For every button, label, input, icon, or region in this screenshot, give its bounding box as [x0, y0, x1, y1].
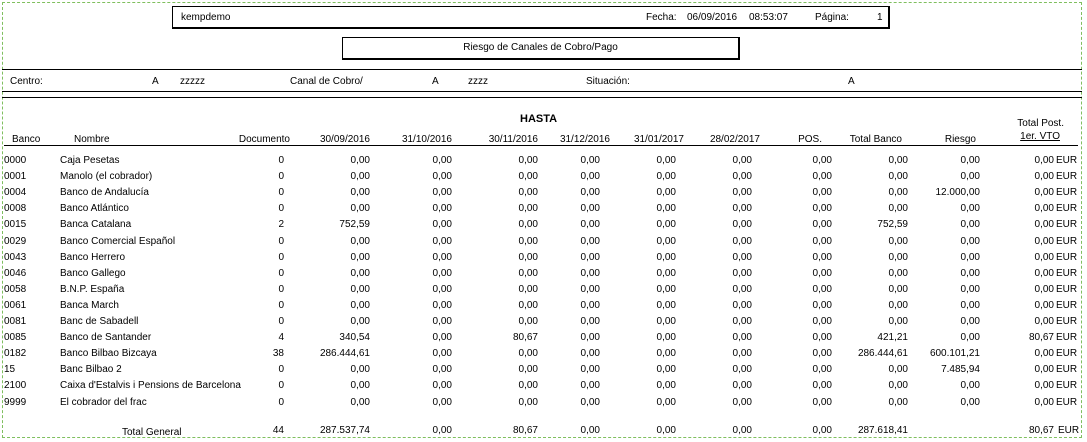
- cell-d6: 0,00: [732, 380, 752, 392]
- cell-d4: 0,00: [580, 267, 600, 279]
- cell-d3: 0,00: [518, 283, 538, 295]
- cell-doc: 0: [278, 187, 284, 199]
- cell-d1: 0,00: [350, 203, 370, 215]
- cell-d1: 0,00: [350, 171, 370, 183]
- cell-nombre: El cobrador del frac: [60, 396, 147, 408]
- cell-total: 0,00: [888, 283, 908, 295]
- cell-d5: 0,00: [656, 396, 676, 408]
- cell-post: 80,67: [1028, 332, 1054, 344]
- cell-pos: 0,00: [812, 396, 832, 408]
- cell-cur: EUR: [1056, 155, 1078, 166]
- cell-banco: 0029: [4, 235, 27, 247]
- cell-cur: EUR: [1056, 203, 1078, 215]
- cell-banco: 0081: [4, 316, 27, 327]
- col-nombre: Nombre: [74, 134, 110, 145]
- fecha-value: 06/09/2016: [687, 12, 738, 23]
- cell-doc: 0: [278, 203, 284, 215]
- cell-banco: 0008: [4, 203, 27, 215]
- cell-d2: 0,00: [432, 364, 452, 376]
- cell-nombre: Banca Catalana: [60, 219, 132, 231]
- cell-total: 0,00: [888, 187, 908, 199]
- cell-nombre: Caja Pesetas: [60, 155, 120, 166]
- cell-d2: 0,00: [432, 171, 452, 183]
- cell-riesgo: 0,00: [960, 283, 980, 295]
- cell-doc: 0: [278, 299, 284, 311]
- cell-pos: 0,00: [812, 348, 832, 360]
- cell-d4: 0,00: [580, 332, 600, 344]
- cell-d1: 286.444,61: [319, 348, 370, 360]
- cell-d6: 0,00: [732, 219, 752, 231]
- cell-riesgo: 0,00: [960, 316, 980, 327]
- cell-total: 752,59: [877, 219, 908, 231]
- cell-d1: 0,00: [350, 283, 370, 295]
- cell-d1: 752,59: [339, 219, 370, 231]
- cell-d6: 0,00: [732, 171, 752, 183]
- cell-d3: 0,00: [518, 299, 538, 311]
- centro-label: Centro:: [10, 76, 43, 87]
- cell-nombre: Caixa d'Estalvis i Pensions de Barcelona: [60, 380, 241, 392]
- cell-d5: 0,00: [656, 235, 676, 247]
- cell-d3: 0,00: [518, 171, 538, 183]
- cell-post: 0,00: [1034, 155, 1054, 166]
- cell-nombre: Banco Bilbao Bizcaya: [60, 348, 157, 360]
- cell-post: 0,00: [1034, 348, 1054, 360]
- col-riesgo: Riesgo: [944, 134, 976, 145]
- cell-d2: 0,00: [432, 203, 452, 215]
- cell-nombre: B.N.P. España: [60, 283, 125, 295]
- canal-to: zzzz: [468, 76, 488, 87]
- col-date-4: 31/12/2016: [559, 134, 610, 145]
- cell-d4: 0,00: [580, 219, 600, 231]
- cell-d5: 0,00: [656, 203, 676, 215]
- totals-pos: 0,00: [812, 425, 832, 436]
- cell-post: 0,00: [1034, 283, 1054, 295]
- cell-d6: 0,00: [732, 396, 752, 408]
- cell-nombre: Banco de Santander: [60, 332, 152, 344]
- cell-d1: 0,00: [350, 316, 370, 327]
- cell-pos: 0,00: [812, 251, 832, 263]
- cell-d6: 0,00: [732, 332, 752, 344]
- cell-d4: 0,00: [580, 396, 600, 408]
- cell-pos: 0,00: [812, 235, 832, 247]
- cell-total: 0,00: [888, 203, 908, 215]
- cell-post: 0,00: [1034, 396, 1054, 408]
- report-title: Riesgo de Canales de Cobro/Pago: [342, 37, 740, 60]
- cell-doc: 0: [278, 380, 284, 392]
- cell-cur: EUR: [1056, 283, 1078, 295]
- cell-d2: 0,00: [432, 251, 452, 263]
- cell-d6: 0,00: [732, 283, 752, 295]
- cell-total: 0,00: [888, 316, 908, 327]
- cell-total: 0,00: [888, 299, 908, 311]
- hora-value: 08:53:07: [749, 12, 788, 23]
- cell-cur: EUR: [1056, 235, 1078, 247]
- cell-d3: 0,00: [518, 219, 538, 231]
- cell-d3: 0,00: [518, 364, 538, 376]
- cell-banco: 0004: [4, 187, 27, 199]
- col-date-1: 30/09/2016: [319, 134, 370, 145]
- col-banco: Banco: [12, 134, 41, 145]
- cell-d5: 0,00: [656, 332, 676, 344]
- cell-cur: EUR: [1056, 251, 1078, 263]
- cell-banco: 0015: [4, 219, 27, 231]
- cell-total: 0,00: [888, 380, 908, 392]
- cell-doc: 4: [278, 332, 284, 344]
- cell-d1: 0,00: [350, 364, 370, 376]
- cell-riesgo: 0,00: [960, 380, 980, 392]
- cell-pos: 0,00: [812, 187, 832, 199]
- cell-total: 0,00: [888, 155, 908, 166]
- cell-pos: 0,00: [812, 267, 832, 279]
- cell-d4: 0,00: [580, 348, 600, 360]
- cell-post: 0,00: [1034, 203, 1054, 215]
- cell-cur: EUR: [1056, 396, 1078, 408]
- cell-riesgo: 0,00: [960, 299, 980, 311]
- totals-d1: 287.537,74: [319, 425, 370, 436]
- cell-d4: 0,00: [580, 299, 600, 311]
- cell-d3: 0,00: [518, 316, 538, 327]
- cell-d5: 0,00: [656, 267, 676, 279]
- divider-top: [2, 69, 1082, 70]
- fecha-label: Fecha:: [646, 12, 677, 23]
- cell-d6: 0,00: [732, 155, 752, 166]
- cell-riesgo: 0,00: [960, 332, 980, 344]
- cell-total: 0,00: [888, 235, 908, 247]
- cell-d3: 0,00: [518, 251, 538, 263]
- cell-banco: 2100: [4, 380, 27, 392]
- cell-d1: 0,00: [350, 267, 370, 279]
- cell-d4: 0,00: [580, 171, 600, 183]
- cell-d2: 0,00: [432, 316, 452, 327]
- cell-d5: 0,00: [656, 251, 676, 263]
- cell-pos: 0,00: [812, 283, 832, 295]
- cell-d5: 0,00: [656, 348, 676, 360]
- cell-riesgo: 0,00: [960, 155, 980, 166]
- cell-d4: 0,00: [580, 364, 600, 376]
- cell-cur: EUR: [1056, 316, 1078, 327]
- cell-riesgo: 0,00: [960, 251, 980, 263]
- cell-pos: 0,00: [812, 171, 832, 183]
- cell-d3: 0,00: [518, 235, 538, 247]
- cell-d1: 0,00: [350, 187, 370, 199]
- totals-d2: 0,00: [432, 425, 452, 436]
- cell-d5: 0,00: [656, 299, 676, 311]
- pagina-label: Página:: [815, 12, 849, 23]
- cell-banco: 0001: [4, 171, 27, 183]
- cell-riesgo: 0,00: [960, 203, 980, 215]
- cell-d4: 0,00: [580, 203, 600, 215]
- cell-post: 0,00: [1034, 380, 1054, 392]
- col-date-3: 30/11/2016: [488, 134, 538, 145]
- cell-d3: 0,00: [518, 348, 538, 360]
- cell-nombre: Banco Herrero: [60, 251, 126, 263]
- cell-d5: 0,00: [656, 171, 676, 183]
- totals-d4: 0,00: [580, 425, 600, 436]
- cell-banco: 0043: [4, 251, 27, 263]
- cell-banco: 0000: [4, 155, 27, 166]
- cell-total: 0,00: [888, 267, 908, 279]
- cell-d3: 0,00: [518, 155, 538, 166]
- col-date-2: 31/10/2016: [401, 134, 452, 145]
- totals-post: 80,67: [1028, 425, 1054, 436]
- cell-post: 0,00: [1034, 316, 1054, 327]
- header-underline: [4, 145, 1078, 146]
- cell-riesgo: 0,00: [960, 235, 980, 247]
- centro-to: zzzzz: [180, 76, 205, 87]
- cell-d2: 0,00: [432, 380, 452, 392]
- cell-doc: 0: [278, 364, 284, 376]
- cell-cur: EUR: [1056, 380, 1078, 392]
- cell-cur: EUR: [1056, 267, 1078, 279]
- cell-post: 0,00: [1034, 267, 1054, 279]
- cell-d1: 0,00: [350, 155, 370, 166]
- cell-d5: 0,00: [656, 187, 676, 199]
- totals-total: 287.618,41: [857, 425, 908, 436]
- cell-d4: 0,00: [580, 380, 600, 392]
- cell-nombre: Banco de Andalucía: [60, 187, 149, 199]
- centro-from: A: [152, 76, 159, 87]
- cell-nombre: Manolo (el cobrador): [60, 171, 153, 183]
- cell-cur: EUR: [1056, 348, 1078, 360]
- cell-d2: 0,00: [432, 283, 452, 295]
- col-date-6: 28/02/2017: [709, 134, 760, 145]
- canal-from: A: [432, 76, 439, 87]
- cell-banco: 0061: [4, 299, 27, 311]
- cell-d4: 0,00: [580, 251, 600, 263]
- cell-nombre: Banc Bilbao 2: [60, 364, 122, 376]
- cell-d6: 0,00: [732, 235, 752, 247]
- cell-d2: 0,00: [432, 235, 452, 247]
- cell-d1: 340,54: [339, 332, 370, 344]
- cell-riesgo: 7.485,94: [941, 364, 980, 376]
- cell-d3: 0,00: [518, 396, 538, 408]
- cell-doc: 2: [278, 219, 284, 231]
- cell-post: 0,00: [1034, 235, 1054, 247]
- cell-d2: 0,00: [432, 332, 452, 344]
- cell-d3: 0,00: [518, 187, 538, 199]
- cell-d5: 0,00: [656, 219, 676, 231]
- pagina-value: 1: [877, 12, 883, 23]
- cell-d1: 0,00: [350, 235, 370, 247]
- cell-riesgo: 12.000,00: [935, 187, 980, 199]
- cell-d2: 0,00: [432, 219, 452, 231]
- cell-d2: 0,00: [432, 348, 452, 360]
- cell-cur: EUR: [1056, 219, 1078, 231]
- cell-banco: 0085: [4, 332, 27, 344]
- cell-d4: 0,00: [580, 316, 600, 327]
- cell-post: 0,00: [1034, 187, 1054, 199]
- totals-label: Total General: [122, 427, 182, 438]
- cell-riesgo: 0,00: [960, 267, 980, 279]
- cell-d1: 0,00: [350, 396, 370, 408]
- col-total-post: Total Post.: [1017, 118, 1064, 129]
- company-name: kempdemo: [181, 12, 231, 23]
- cell-d4: 0,00: [580, 187, 600, 199]
- cell-riesgo: 0,00: [960, 396, 980, 408]
- cell-d2: 0,00: [432, 155, 452, 166]
- cell-d2: 0,00: [432, 396, 452, 408]
- cell-d6: 0,00: [732, 364, 752, 376]
- cell-d2: 0,00: [432, 299, 452, 311]
- cell-pos: 0,00: [812, 155, 832, 166]
- col-date-5: 31/01/2017: [633, 134, 684, 145]
- cell-doc: 0: [278, 235, 284, 247]
- totals-d5: 0,00: [656, 425, 676, 436]
- cell-d6: 0,00: [732, 348, 752, 360]
- report-header-box: [172, 6, 890, 29]
- divider-mid: [2, 91, 1082, 92]
- cell-pos: 0,00: [812, 203, 832, 215]
- cell-d6: 0,00: [732, 316, 752, 327]
- cell-pos: 0,00: [812, 316, 832, 327]
- cell-d6: 0,00: [732, 203, 752, 215]
- cell-total: 0,00: [888, 251, 908, 263]
- cell-riesgo: 0,00: [960, 219, 980, 231]
- cell-total: 421,21: [877, 332, 908, 344]
- cell-d6: 0,00: [732, 187, 752, 199]
- cell-cur: EUR: [1056, 332, 1078, 344]
- cell-d6: 0,00: [732, 267, 752, 279]
- cell-doc: 0: [278, 251, 284, 263]
- situacion-label: Situación:: [586, 76, 630, 87]
- cell-post: 0,00: [1034, 364, 1054, 376]
- cell-pos: 0,00: [812, 380, 832, 392]
- cell-d1: 0,00: [350, 251, 370, 263]
- cell-d6: 0,00: [732, 299, 752, 311]
- cell-doc: 0: [278, 316, 284, 327]
- totals-currency: EUR: [1058, 425, 1080, 436]
- cell-nombre: Banc de Sabadell: [60, 316, 139, 327]
- col-documento: Documento: [238, 134, 290, 145]
- cell-nombre: Banca March: [60, 299, 119, 311]
- cell-banco: 15: [4, 364, 16, 376]
- cell-d1: 0,00: [350, 299, 370, 311]
- cell-nombre: Banco Atlántico: [60, 203, 129, 215]
- cell-post: 0,00: [1034, 171, 1054, 183]
- col-total-post-vto: 1er. VTO: [1020, 131, 1060, 142]
- cell-banco: 0046: [4, 267, 27, 279]
- cell-pos: 0,00: [812, 219, 832, 231]
- cell-post: 0,00: [1034, 251, 1054, 263]
- cell-d3: 0,00: [518, 380, 538, 392]
- cell-cur: EUR: [1056, 171, 1078, 183]
- cell-d1: 0,00: [350, 380, 370, 392]
- cell-cur: EUR: [1056, 299, 1078, 311]
- canal-label: Canal de Cobro/: [290, 76, 363, 87]
- hasta-group-header: HASTA: [520, 113, 558, 125]
- divider-mid-2: [2, 97, 1082, 98]
- cell-total: 0,00: [888, 396, 908, 408]
- cell-total: 0,00: [888, 171, 908, 183]
- cell-post: 0,00: [1034, 219, 1054, 231]
- cell-doc: 38: [272, 348, 284, 360]
- cell-doc: 0: [278, 267, 284, 279]
- col-total-banco: Total Banco: [849, 134, 902, 145]
- cell-d4: 0,00: [580, 155, 600, 166]
- cell-d2: 0,00: [432, 187, 452, 199]
- cell-d3: 0,00: [518, 267, 538, 279]
- cell-d5: 0,00: [656, 316, 676, 327]
- cell-cur: EUR: [1056, 187, 1078, 199]
- cell-post: 0,00: [1034, 299, 1054, 311]
- cell-d5: 0,00: [656, 364, 676, 376]
- col-pos: POS.: [798, 134, 822, 145]
- cell-banco: 0058: [4, 283, 27, 295]
- cell-total: 0,00: [888, 364, 908, 376]
- cell-d4: 0,00: [580, 283, 600, 295]
- cell-pos: 0,00: [812, 364, 832, 376]
- cell-d5: 0,00: [656, 380, 676, 392]
- cell-pos: 0,00: [812, 332, 832, 344]
- cell-d4: 0,00: [580, 235, 600, 247]
- cell-banco: 0182: [4, 348, 27, 360]
- cell-d5: 0,00: [656, 155, 676, 166]
- cell-riesgo: 0,00: [960, 171, 980, 183]
- cell-pos: 0,00: [812, 299, 832, 311]
- totals-doc: 44: [272, 425, 284, 436]
- cell-nombre: Banco Comercial Español: [60, 235, 176, 247]
- cell-total: 286.444,61: [857, 348, 908, 360]
- totals-d3: 80,67: [512, 425, 538, 436]
- cell-cur: EUR: [1056, 364, 1078, 376]
- cell-riesgo: 600.101,21: [929, 348, 980, 360]
- cell-doc: 0: [278, 155, 284, 166]
- cell-d2: 0,00: [432, 267, 452, 279]
- cell-d3: 0,00: [518, 203, 538, 215]
- cell-doc: 0: [278, 283, 284, 295]
- cell-d6: 0,00: [732, 251, 752, 263]
- cell-d5: 0,00: [656, 283, 676, 295]
- cell-d3: 80,67: [512, 332, 538, 344]
- cell-doc: 0: [278, 396, 284, 408]
- cell-banco: 9999: [4, 396, 27, 408]
- situacion-from: A: [848, 76, 855, 87]
- cell-doc: 0: [278, 171, 284, 183]
- totals-d6: 0,00: [732, 425, 752, 436]
- cell-nombre: Banco Gallego: [60, 267, 126, 279]
